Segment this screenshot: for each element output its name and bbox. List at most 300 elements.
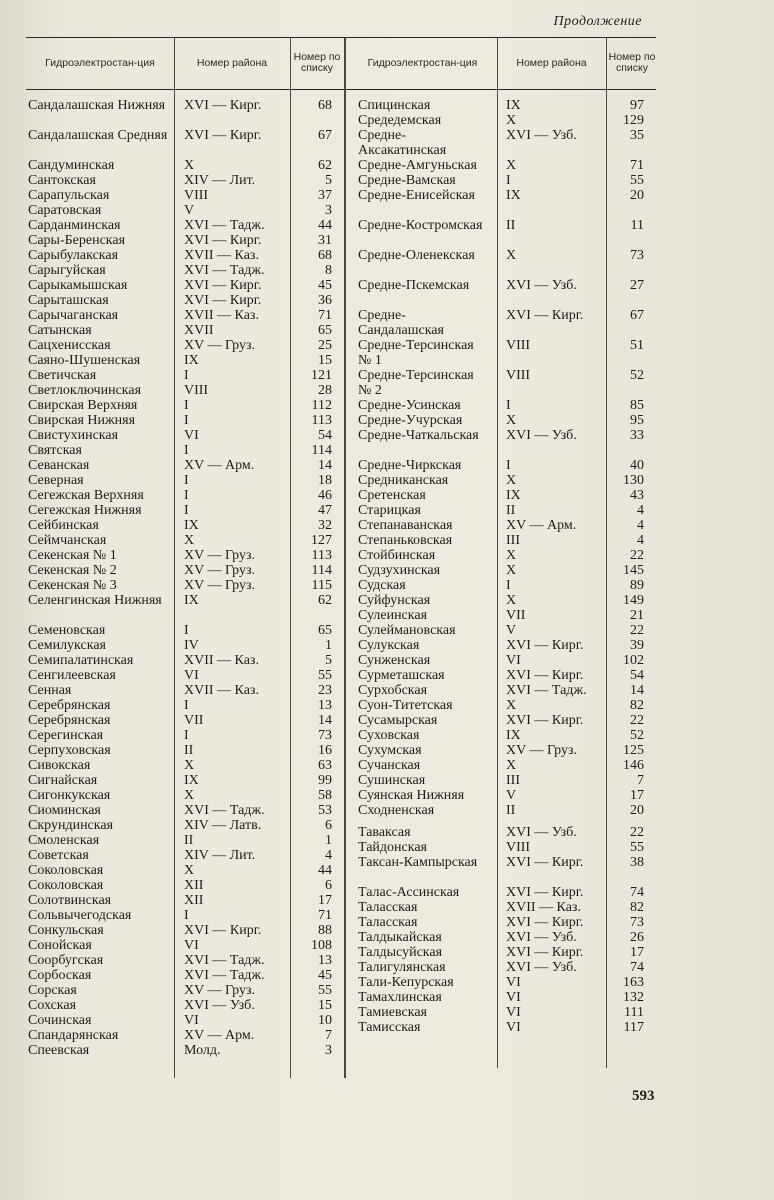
table-row — [28, 623, 338, 638]
region-number: XIV — Лит. — [184, 173, 256, 188]
station-name: Средне-Енисейская — [358, 188, 475, 203]
header-region-right: Номер района — [516, 56, 587, 69]
station-name: Саратовская — [28, 203, 102, 218]
region-number: IX — [506, 488, 521, 503]
region-number: XVI — Тадж. — [184, 968, 265, 983]
station-name: Северная — [28, 473, 84, 488]
region-number: I — [506, 458, 511, 473]
station-name: Смоленская — [28, 833, 100, 848]
table-row — [358, 638, 646, 653]
table-row — [28, 908, 338, 923]
list-number: 36 — [318, 293, 332, 308]
table-row — [28, 488, 338, 503]
station-name: Спицинская — [358, 98, 431, 113]
region-number: VI — [506, 1005, 521, 1020]
table-row — [28, 548, 338, 563]
region-number: XVII — [184, 323, 214, 338]
table-row — [28, 98, 338, 128]
list-number: 4 — [637, 533, 644, 548]
region-number: XVI — Тадж. — [506, 683, 587, 698]
region-number: II — [506, 803, 516, 818]
station-name: Средне-Пскемская — [358, 278, 470, 293]
table-row — [358, 713, 646, 728]
region-number: XVII — Каз. — [184, 683, 259, 698]
station-name: Секенская № 1 — [28, 548, 117, 563]
list-number: 5 — [325, 653, 332, 668]
list-number: 3 — [325, 203, 332, 218]
region-number: IX — [506, 98, 521, 113]
station-name: Сиоминская — [28, 803, 101, 818]
table-row — [28, 563, 338, 578]
list-number: 113 — [311, 413, 332, 428]
list-number: 13 — [318, 698, 332, 713]
list-number: 6 — [325, 878, 332, 893]
table-row — [28, 458, 338, 473]
region-number: XVI — Кирг. — [506, 638, 584, 653]
station-name: Сарыбулакская — [28, 248, 119, 263]
list-number: 28 — [318, 383, 332, 398]
list-number: 52 — [630, 368, 644, 383]
station-name: Суянская Нижняя — [358, 788, 465, 803]
table-row — [358, 840, 646, 855]
list-number: 121 — [311, 368, 332, 383]
table-row — [28, 248, 338, 263]
table-row — [358, 173, 646, 188]
list-number: 6 — [325, 818, 332, 833]
region-number: I — [184, 413, 189, 428]
table-row — [28, 893, 338, 908]
list-number: 114 — [311, 443, 332, 458]
region-number: XVI — Узб. — [184, 998, 255, 1013]
table-row — [358, 930, 646, 945]
station-name: Свистухинская — [28, 428, 119, 443]
continuation-label: Продолжение — [553, 14, 642, 29]
list-number: 54 — [630, 668, 644, 683]
list-number: 11 — [630, 218, 644, 233]
list-number: 63 — [318, 758, 332, 773]
region-number: I — [506, 578, 511, 593]
list-number: 33 — [630, 428, 644, 443]
station-name: Соорбугская — [28, 953, 104, 968]
station-name: Старицкая — [358, 503, 421, 518]
region-number: XIV — Лит. — [184, 848, 256, 863]
region-number: I — [184, 443, 189, 458]
table-row — [28, 683, 338, 698]
list-number: 35 — [630, 128, 644, 143]
region-number: XVI — Тадж. — [184, 953, 265, 968]
region-number: XIV — Латв. — [184, 818, 262, 833]
table-row — [28, 803, 338, 818]
region-number: X — [506, 473, 517, 488]
station-name: Серебрянская — [28, 698, 111, 713]
region-number: X — [506, 563, 517, 578]
list-number: 17 — [630, 945, 644, 960]
table-row — [28, 773, 338, 788]
region-number: I — [506, 398, 511, 413]
list-number: 4 — [637, 503, 644, 518]
list-number: 88 — [318, 923, 332, 938]
station-name: Таласская — [358, 900, 418, 915]
region-number: VII — [506, 608, 526, 623]
region-number: IV — [184, 638, 199, 653]
station-name: Суховская — [358, 728, 420, 743]
table-row — [28, 968, 338, 983]
region-number: XVI — Кирг. — [184, 923, 262, 938]
region-number: I — [184, 728, 189, 743]
table-row — [28, 698, 338, 713]
table-row — [358, 278, 646, 308]
station-name: Талас-Ассинская — [358, 885, 460, 900]
list-number: 37 — [318, 188, 332, 203]
table-row — [28, 173, 338, 188]
region-number: VI — [506, 653, 521, 668]
list-number: 22 — [630, 825, 644, 840]
list-number: 13 — [318, 953, 332, 968]
list-number: 22 — [630, 713, 644, 728]
table-row — [28, 368, 338, 383]
region-number: X — [506, 113, 517, 128]
station-name: Спандарянская — [28, 1028, 119, 1043]
table-row — [28, 398, 338, 413]
region-number: XVI — Узб. — [506, 128, 577, 143]
table-row — [28, 863, 338, 878]
list-number: 113 — [311, 548, 332, 563]
station-name: Средне-Учурская — [358, 413, 463, 428]
region-number: X — [506, 158, 517, 173]
station-name: Средне-Костромская — [358, 218, 483, 233]
station-name: Секенская № 3 — [28, 578, 117, 593]
table-row — [358, 990, 646, 1005]
station-name: Сантокская — [28, 173, 96, 188]
table-row — [28, 653, 338, 668]
list-number: 22 — [630, 623, 644, 638]
station-name: Талигулянская — [358, 960, 446, 975]
region-number: I — [184, 398, 189, 413]
list-number: 67 — [318, 128, 332, 143]
list-number: 39 — [630, 638, 644, 653]
region-number: XVI — Кирг. — [506, 308, 584, 323]
region-number: VIII — [506, 338, 531, 353]
table-row — [358, 158, 646, 173]
region-number: X — [184, 758, 195, 773]
list-number: 99 — [318, 773, 332, 788]
region-number: XV — Груз. — [184, 548, 256, 563]
station-name: Сучанская — [358, 758, 421, 773]
list-number: 108 — [311, 938, 332, 953]
region-number: XV — Груз. — [184, 338, 256, 353]
station-name: Сохская — [28, 998, 77, 1013]
region-number: XVI — Тадж. — [184, 803, 265, 818]
station-name: Сейбинская — [28, 518, 99, 533]
station-name: Селенгинская Нижняя — [28, 593, 162, 608]
list-number: 25 — [318, 338, 332, 353]
station-name: Суон-Титетская — [358, 698, 453, 713]
region-number: XVI — Кирг. — [184, 293, 262, 308]
region-number: X — [184, 863, 195, 878]
region-number: XVI — Кирг. — [184, 278, 262, 293]
table-row — [28, 923, 338, 938]
table-row — [28, 788, 338, 803]
list-number: 4 — [325, 848, 332, 863]
station-name: Средне-Чиркская — [358, 458, 462, 473]
table-row — [28, 293, 338, 308]
table-row — [28, 503, 338, 518]
region-number: II — [184, 743, 194, 758]
list-number: 82 — [630, 900, 644, 915]
station-name: Сарыташская — [28, 293, 109, 308]
region-number: IX — [184, 593, 199, 608]
list-number: 73 — [630, 248, 644, 263]
region-number: XVI — Кирг. — [506, 713, 584, 728]
list-number: 55 — [630, 173, 644, 188]
header-number-right: Номер по списку — [608, 51, 656, 74]
station-name: Сорбоская — [28, 968, 92, 983]
region-number: XVI — Кирг. — [184, 128, 262, 143]
list-number: 145 — [623, 563, 644, 578]
list-number: 111 — [624, 1005, 644, 1020]
region-number: Молд. — [184, 1043, 221, 1058]
list-number: 54 — [318, 428, 332, 443]
table-row — [358, 728, 646, 743]
station-name: Средне-Усинская — [358, 398, 461, 413]
table-row — [358, 1005, 646, 1020]
list-number: 17 — [630, 788, 644, 803]
table-row — [28, 158, 338, 173]
list-number: 45 — [318, 278, 332, 293]
list-number: 163 — [623, 975, 644, 990]
list-number: 7 — [637, 773, 644, 788]
table-row — [28, 533, 338, 548]
region-number: VII — [184, 713, 204, 728]
station-name: Сушинская — [358, 773, 426, 788]
list-number: 7 — [325, 1028, 332, 1043]
table-row — [358, 623, 646, 638]
table-row — [28, 338, 338, 353]
station-name: Сарданминская — [28, 218, 121, 233]
list-number: 55 — [318, 668, 332, 683]
table-row — [28, 1043, 338, 1058]
list-number: 71 — [318, 908, 332, 923]
station-name: Средне-Терсинская № 2 — [358, 368, 474, 398]
list-number: 97 — [630, 98, 644, 113]
station-name: Средне-Аксакатинская — [358, 128, 447, 158]
table-row — [28, 668, 338, 683]
table-row — [358, 503, 646, 518]
region-number: I — [184, 503, 189, 518]
station-name: Сходненская — [358, 803, 435, 818]
station-name: Средниканская — [358, 473, 449, 488]
list-number: 112 — [311, 398, 332, 413]
region-number: XVI — Кирг. — [506, 855, 584, 870]
region-number: XVI — Кирг. — [506, 945, 584, 960]
region-number: VIII — [184, 188, 209, 203]
list-number: 132 — [623, 990, 644, 1005]
station-name: Талдысуйская — [358, 945, 443, 960]
table-row — [28, 998, 338, 1013]
table-row — [28, 848, 338, 863]
table-row — [358, 758, 646, 773]
table-row — [358, 398, 646, 413]
list-number: 68 — [318, 98, 332, 113]
station-name: Средне-Оленекская — [358, 248, 475, 263]
column-divider — [344, 38, 346, 1078]
table-row — [358, 98, 646, 113]
table-row — [358, 413, 646, 428]
list-number: 44 — [318, 218, 332, 233]
region-number: III — [506, 773, 520, 788]
region-number: XVI — Узб. — [506, 930, 577, 945]
list-number: 8 — [325, 263, 332, 278]
station-name: Сигонкукская — [28, 788, 111, 803]
table-row — [358, 113, 646, 128]
region-number: XV — Арм. — [184, 1028, 255, 1043]
table-row — [358, 1020, 646, 1035]
table-row — [358, 825, 646, 840]
station-name: Семилукская — [28, 638, 106, 653]
table-row — [358, 975, 646, 990]
region-number: II — [506, 218, 516, 233]
table-row — [28, 1013, 338, 1028]
table-row — [28, 638, 338, 653]
table-row — [358, 308, 646, 338]
table-row — [358, 248, 646, 278]
list-number: 62 — [318, 593, 332, 608]
table-row — [28, 413, 338, 428]
list-number: 23 — [318, 683, 332, 698]
station-name: Свирская Верхняя — [28, 398, 138, 413]
station-name: Тамисская — [358, 1020, 421, 1035]
table-row — [358, 593, 646, 608]
table-row — [358, 578, 646, 593]
station-name: Саяно-Шушенская — [28, 353, 141, 368]
list-number: 53 — [318, 803, 332, 818]
header-station-right: Гидроэлектростан-ция — [367, 56, 478, 69]
list-number: 149 — [623, 593, 644, 608]
list-number: 130 — [623, 473, 644, 488]
list-number: 71 — [630, 158, 644, 173]
table-row — [28, 1028, 338, 1043]
list-number: 47 — [318, 503, 332, 518]
station-name: Серпуховская — [28, 743, 111, 758]
station-name: Соколовская — [28, 863, 104, 878]
list-number: 146 — [623, 758, 644, 773]
station-name: Сарыгуйская — [28, 263, 106, 278]
station-name: Степаньковская — [358, 533, 453, 548]
table-row — [28, 218, 338, 233]
station-name: Сухумская — [358, 743, 422, 758]
table-row — [358, 608, 646, 623]
station-name: Талдыкайская — [358, 930, 442, 945]
station-name: Сатынская — [28, 323, 92, 338]
list-number: 43 — [630, 488, 644, 503]
station-name: Средне-Чаткальская — [358, 428, 479, 443]
table-row — [358, 945, 646, 960]
table-row — [358, 533, 646, 548]
table-row — [28, 518, 338, 533]
station-name: Сурхобская — [358, 683, 428, 698]
region-number: XVII — Каз. — [184, 653, 259, 668]
station-name: Тамахлинская — [358, 990, 442, 1005]
table-row — [28, 713, 338, 728]
table-row — [28, 428, 338, 443]
region-number: XV — Груз. — [506, 743, 578, 758]
station-name: Сеймчанская — [28, 533, 107, 548]
region-number: I — [184, 368, 189, 383]
station-name: Сусамырская — [358, 713, 438, 728]
station-name: Сандуминская — [28, 158, 115, 173]
list-number: 55 — [630, 840, 644, 855]
list-number: 10 — [318, 1013, 332, 1028]
region-number: XVII — Каз. — [184, 248, 259, 263]
region-number: I — [184, 488, 189, 503]
region-number: IX — [506, 728, 521, 743]
list-number: 74 — [630, 960, 644, 975]
station-name: Солотвинская — [28, 893, 112, 908]
station-name: Таласская — [358, 915, 418, 930]
table-row — [358, 518, 646, 533]
station-name: Сарычаганская — [28, 308, 119, 323]
region-number: VI — [184, 668, 199, 683]
list-number: 4 — [637, 518, 644, 533]
list-number: 27 — [630, 278, 644, 293]
table-row — [358, 653, 646, 668]
list-number: 67 — [630, 308, 644, 323]
station-name: Тали-Кепурская — [358, 975, 454, 990]
table-row — [28, 878, 338, 893]
list-number: 95 — [630, 413, 644, 428]
table-row — [358, 698, 646, 713]
list-number: 85 — [630, 398, 644, 413]
station-name: Сары-Беренская — [28, 233, 126, 248]
table-row — [28, 323, 338, 338]
region-number: XVI — Узб. — [506, 428, 577, 443]
station-name: Сандалашская Нижняя — [28, 98, 166, 113]
region-number: X — [506, 758, 517, 773]
station-name: Сандалашская Средняя — [28, 128, 168, 143]
station-name: Сенная — [28, 683, 72, 698]
station-name: Сонойская — [28, 938, 92, 953]
region-number: X — [506, 413, 517, 428]
station-name: Советская — [28, 848, 89, 863]
table-row — [358, 788, 646, 803]
table-row — [358, 188, 646, 218]
left-table-column — [28, 98, 338, 1058]
table-row — [28, 203, 338, 218]
station-name: Свирская Нижняя — [28, 413, 136, 428]
list-number: 18 — [318, 473, 332, 488]
table-row — [358, 900, 646, 915]
region-number: X — [506, 593, 517, 608]
region-number: X — [184, 533, 195, 548]
list-number: 26 — [630, 930, 644, 945]
list-number: 58 — [318, 788, 332, 803]
station-name: Секенская № 2 — [28, 563, 117, 578]
station-name: Светичская — [28, 368, 97, 383]
list-number: 129 — [623, 113, 644, 128]
region-number: XVI — Тадж. — [184, 263, 265, 278]
station-name: Сацхенисская — [28, 338, 111, 353]
station-name: Сочинская — [28, 1013, 92, 1028]
table-row — [28, 983, 338, 998]
station-name: Средне-Вамская — [358, 173, 456, 188]
table-row — [358, 458, 646, 473]
region-number: IX — [184, 353, 199, 368]
table-row — [28, 953, 338, 968]
region-number: V — [184, 203, 195, 218]
region-number: XVI — Узб. — [506, 960, 577, 975]
list-number: 21 — [630, 608, 644, 623]
region-number: XVI — Кирг. — [506, 668, 584, 683]
